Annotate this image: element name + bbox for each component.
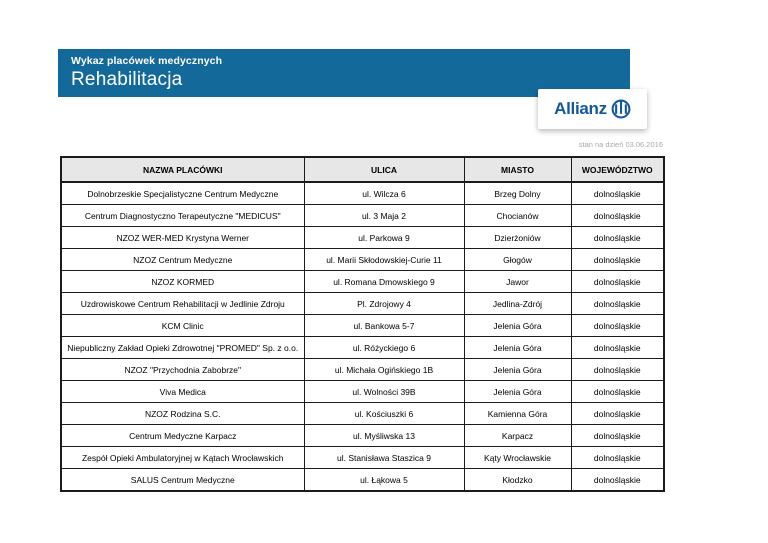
facility-name-cell: Uzdrowiskowe Centrum Rehabilitacji w Jedlinie Zdroju <box>61 293 304 315</box>
facility-name-cell: Viva Medica <box>61 381 304 403</box>
street-cell: ul. Myśliwska 13 <box>304 425 464 447</box>
street-cell: ul. Romana Dmowskiego 9 <box>304 271 464 293</box>
city-cell: Kłodzko <box>464 469 571 492</box>
facility-name-cell: Niepubliczny Zakład Opieki Zdrowotnej "PROMED" Sp. z o.o. <box>61 337 304 359</box>
table-row <box>61 403 664 425</box>
city-cell: Jelenia Góra <box>464 315 571 337</box>
column-header: ULICA <box>304 157 464 182</box>
street-cell: ul. 3 Maja 2 <box>304 205 464 227</box>
region-cell: dolnośląskie <box>571 425 664 447</box>
document-subtitle: Wykaz placówek medycznych <box>71 55 223 67</box>
allianz-logo <box>538 89 647 129</box>
street-cell: ul. Wolności 39B <box>304 381 464 403</box>
region-cell: dolnośląskie <box>571 249 664 271</box>
table-row <box>61 381 664 403</box>
city-cell: Jelenia Góra <box>464 381 571 403</box>
city-cell: Głogów <box>464 249 571 271</box>
table-header-row <box>61 157 664 182</box>
facility-name-cell: NZOZ Rodzina S.C. <box>61 403 304 425</box>
table-row <box>61 337 664 359</box>
city-cell: Dzierżoniów <box>464 227 571 249</box>
region-cell: dolnośląskie <box>571 182 664 205</box>
table-row <box>61 359 664 381</box>
facility-name-cell: Centrum Medyczne Karpacz <box>61 425 304 447</box>
facility-name-cell: NZOZ Centrum Medyczne <box>61 249 304 271</box>
facility-name-cell: Zespół Opieki Ambulatoryjnej w Kątach Wrocławskich <box>61 447 304 469</box>
page-title: Rehabilitacja <box>71 69 183 90</box>
city-cell: Brzeg Dolny <box>464 182 571 205</box>
region-cell: dolnośląskie <box>571 381 664 403</box>
street-cell: ul. Marii Skłodowskiej-Curie 11 <box>304 249 464 271</box>
street-cell: ul. Michała Ogińskiego 1B <box>304 359 464 381</box>
table-row <box>61 182 664 205</box>
table-row <box>61 425 664 447</box>
region-cell: dolnośląskie <box>571 469 664 492</box>
street-cell: ul. Parkowa 9 <box>304 227 464 249</box>
facility-name-cell: NZOZ WER-MED Krystyna Werner <box>61 227 304 249</box>
city-cell: Jelenia Góra <box>464 337 571 359</box>
city-cell: Jedlina-Zdrój <box>464 293 571 315</box>
city-cell: Karpacz <box>464 425 571 447</box>
region-cell: dolnośląskie <box>571 447 664 469</box>
region-cell: dolnośląskie <box>571 271 664 293</box>
table-row <box>61 469 664 492</box>
column-header: MIASTO <box>464 157 571 182</box>
street-cell: ul. Wilcza 6 <box>304 182 464 205</box>
facility-name-cell: SALUS Centrum Medyczne <box>61 469 304 492</box>
region-cell: dolnośląskie <box>571 315 664 337</box>
facility-name-cell: Dolnobrzeskie Specjalistyczne Centrum Medyczne <box>61 182 304 205</box>
facility-name-cell: Centrum Diagnostyczno Terapeutyczne "MEDICUS" <box>61 205 304 227</box>
column-header: WOJEWÓDZTWO <box>571 157 664 182</box>
table-row <box>61 205 664 227</box>
region-cell: dolnośląskie <box>571 359 664 381</box>
city-cell: Kamienna Góra <box>464 403 571 425</box>
facility-name-cell: KCM Clinic <box>61 315 304 337</box>
street-cell: ul. Stanisława Staszica 9 <box>304 447 464 469</box>
table-row <box>61 249 664 271</box>
city-cell: Jawor <box>464 271 571 293</box>
facility-name-cell: NZOZ "Przychodnia Zabobrze" <box>61 359 304 381</box>
table-row <box>61 293 664 315</box>
table-row <box>61 271 664 293</box>
region-cell: dolnośląskie <box>571 403 664 425</box>
column-header: NAZWA PLACÓWKI <box>61 157 304 182</box>
street-cell: ul. Bankowa 5-7 <box>304 315 464 337</box>
street-cell: ul. Łąkowa 5 <box>304 469 464 492</box>
street-cell: Pl. Zdrojowy 4 <box>304 293 464 315</box>
allianz-circle-bars-icon <box>611 99 631 119</box>
table-row <box>61 227 664 249</box>
facility-name-cell: NZOZ KORMED <box>61 271 304 293</box>
city-cell: Jelenia Góra <box>464 359 571 381</box>
facilities-table <box>60 156 665 492</box>
as-of-date: stan na dzień 03.06.2016 <box>578 140 663 149</box>
region-cell: dolnośląskie <box>571 227 664 249</box>
region-cell: dolnośląskie <box>571 293 664 315</box>
city-cell: Kąty Wrocławskie <box>464 447 571 469</box>
city-cell: Chocianów <box>464 205 571 227</box>
street-cell: ul. Kościuszki 6 <box>304 403 464 425</box>
table-row <box>61 447 664 469</box>
table-row <box>61 315 664 337</box>
region-cell: dolnośląskie <box>571 205 664 227</box>
region-cell: dolnośląskie <box>571 337 664 359</box>
street-cell: ul. Różyckiego 6 <box>304 337 464 359</box>
allianz-wordmark: Allianz <box>554 99 607 118</box>
